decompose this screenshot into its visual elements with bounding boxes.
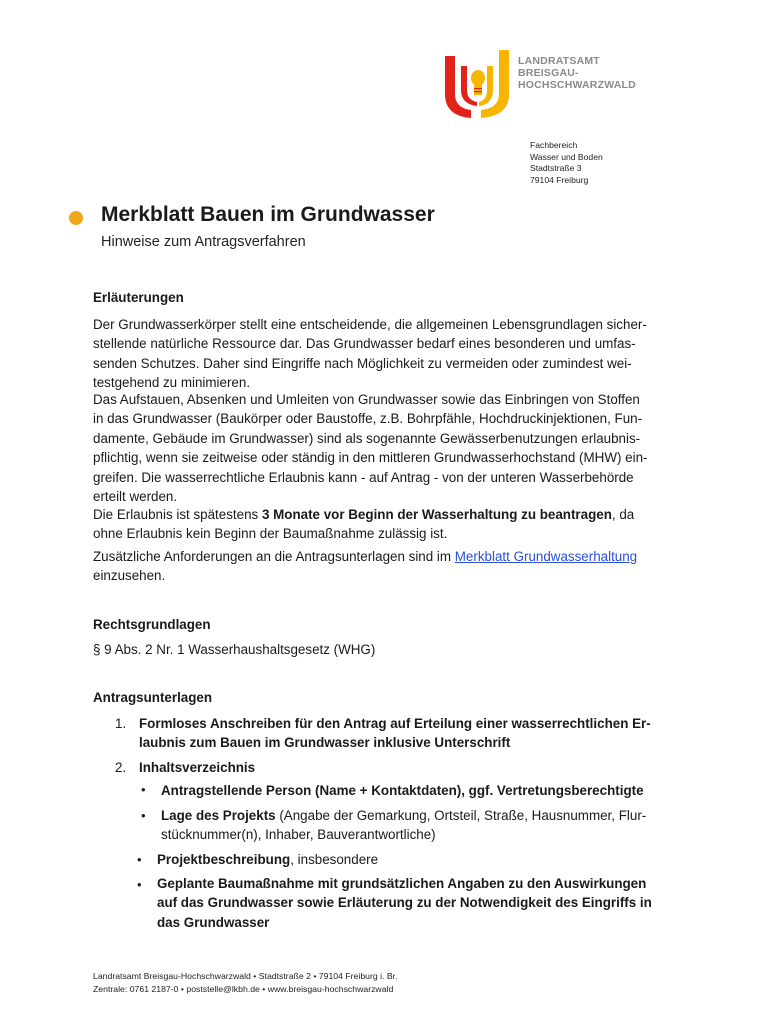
paragraph-3: Die Erlaubnis ist spätestens 3 Monate vor Beginn der Wasserhaltung zu beantragen, da ohne Erlaubnis kein Beginn der Baumaßnahme zulässig ist. [93, 507, 635, 542]
legal-basis-text: § 9 Abs. 2 Nr. 1 Wasserhaushaltsgesetz (WHG) [93, 642, 376, 657]
list-item: Formloses Anschreiben für den Antrag auf Erteilung einer wasserrechtlichen Er- laubnis zum Bauen im Grundwasser inklusive Unterschrift [139, 716, 651, 751]
sub-list-item: Antragstellende Person (Name + Kontaktdaten), ggf. Vertretungsberechtigte [161, 783, 644, 798]
page-subtitle: Hinweise zum Antragsverfahren [101, 234, 306, 250]
list-number: 1. [115, 716, 127, 731]
bullet-icon: • [141, 782, 146, 797]
section-heading-rechtsgrundlagen: Rechtsgrundlagen [93, 617, 211, 632]
title-bullet-icon [69, 211, 83, 225]
sub-list-item: Geplante Baumaßnahme mit grundsätzlichen Angaben zu den Auswirkungen auf das Grundwasser sowie Erläuterung zu der Notwendigkeit des Eingriffs in das Grundwasser [157, 876, 652, 930]
list-item: Inhaltsverzeichnis [139, 760, 256, 775]
paragraph-2: Das Aufstauen, Absenken und Umleiten von Grundwasser sowie das Einbringen von Stoffen in das Grundwasser (Baukörper oder Baustoffe, z.B. Bohrpfähle, Hochdruckinjektionen, Fun- damente, Gebäude im Grundwasser) sind als sogenannte Gewässerbenutzungen erlaubnis- pflichtig, wenn sie zeitweise oder ständig in den mittleren Grundwasserhochstand (MHW) ein- greifen. Die wasserrechtliche Erlaubnis kann - auf Antrag - von der unteren Wasserbehörde erteilt werden. [93, 392, 648, 505]
paragraph-1: Der Grundwasserkörper stellt eine entscheidende, die allgemeinen Lebensgrundlagen sicher- stellende natürliche Ressource dar. Das Grundwasser bedarf eines besonderen und umfas- senden Schutzes. Daher sind Eingriffe nach Möglichkeit zu vermeiden oder zumindest wei- testgehend zu minimieren. [93, 317, 647, 391]
list-number: 2. [115, 760, 127, 775]
section-heading-antragsunterlagen: Antragsunterlagen [93, 690, 213, 705]
logo-wordmark: LANDRATSAMT BREISGAU- HOCHSCHWARZWALD [518, 55, 636, 91]
eagle-icon [471, 70, 485, 95]
page-title: Merkblatt Bauen im Grundwasser [101, 203, 435, 226]
sub-list-item: Projektbeschreibung, insbesondere [157, 852, 379, 867]
merkblatt-link[interactable]: Merkblatt Grundwasserhaltung [454, 549, 638, 564]
page-footer: Landratsamt Breisgau-Hochschwarzwald • Stadtstraße 2 • 79104 Freiburg i. Br. Zentrale: 0761 2187-0 • poststelle@lkbh.de • www.breisgau-hochschwarzwald [93, 971, 398, 994]
bullet-icon: • [137, 852, 142, 867]
bullet-icon: • [137, 877, 142, 892]
department-address: Fachbereich Wasser und Boden Stadtstraße 3 79104 Freiburg [530, 140, 603, 185]
bullet-icon: • [141, 808, 146, 823]
paragraph-4: Zusätzliche Anforderungen an die Antragsunterlagen sind im Merkblatt Grundwasserhaltung einzusehen. [93, 549, 638, 584]
sub-list-item: Lage des Projekts (Angabe der Gemarkung, Ortsteil, Straße, Hausnummer, Flur- stücknummer(n), Inhaber, Bauverantwortliche) [161, 808, 647, 843]
section-heading-erlaeuterungen: Erläuterungen [93, 290, 184, 305]
